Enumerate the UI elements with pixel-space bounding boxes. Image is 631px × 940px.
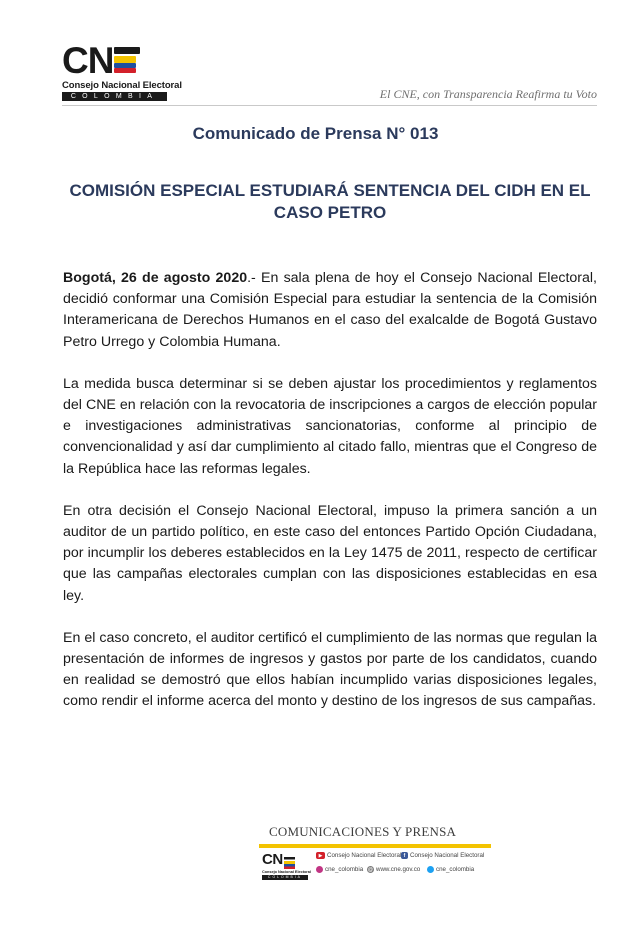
logo-letters: CN [62,40,114,81]
globe-icon: @ [368,866,373,873]
headline: COMISIÓN ESPECIAL ESTUDIARÁ SENTENCIA DEL CIDH EN EL CASO PETRO [69,181,591,222]
instagram-link[interactable] [316,866,363,873]
logo-country: COLOMBIA [62,92,167,101]
footer-logo [262,851,311,881]
twitter-link[interactable] [427,866,474,873]
twitter-icon [427,866,434,873]
website-label: www.cne.gov.co [376,866,421,873]
instagram-label: cne_colombia [325,866,364,873]
paragraph-4: En el caso concreto, el auditor certificó el cumplimiento de las normas que regulan la presentación de informes de ingresos y gastos por parte de los candidatos, cuando en realidad se demostró que ellos habían incumplido varias disposiciones legales, como rendir el informe acerca del monto y destino de los ingresos de sus campañas. [63,629,597,710]
paragraph-1-text: .- En sala plena de hoy el Consejo Nacional Electoral, decidió conformar una Comisión Especial para estudiar la sentencia de la Comisión Interamericana de Derechos Humanos en el caso del exalcalde de Bogotá Gustavo Petro Urrego y Colombia Humana. [63,270,597,350]
header-divider [62,105,597,106]
facebook-label: Consejo Nacional Electoral [410,852,485,859]
colombia-flag-icon [114,47,140,75]
website-link[interactable] [367,866,420,873]
youtube-icon: ▶ [316,852,325,859]
logo-org-name: Consejo Nacional Electoral [62,80,182,91]
paragraph-2: La medida busca determinar si se deben ajustar los procedimientos y reglamentos del CNE en relación con la revocatoria de inscripciones a cargos de elección popular e investigaciones administrativas sancionatorias, conforme al principio de convencionalidad y así dar cumplimiento al citado fallo, mientras que el Congreso de la República hace las reformas legales. [63,375,597,477]
press-release-title: Comunicado de Prensa N° 013 [192,124,439,143]
instagram-icon [316,866,323,873]
footer [253,822,493,884]
facebook-icon: f [401,852,408,859]
dateline: Bogotá, 26 de agosto 2020 [63,270,248,286]
footer-yellow-bar [259,844,491,848]
logo-mark [62,40,140,81]
footer-logo-letters: CN [262,851,283,868]
youtube-link[interactable] [316,852,401,859]
twitter-label: cne_colombia [436,866,475,873]
footer-flag-icon [284,857,295,869]
paragraph-3: En otra decisión el Consejo Nacional Electoral, impuso la primera sanción a un auditor de un partido político, en este caso del entonces Partido Opción Ciudadana, por incumplir los deberes establecidos en la Ley 1475 de 2011, respecto de certificar que las campañas electorales cumplan con las disposiciones establecidas en esa ley. [63,502,597,604]
youtube-label: Consejo Nacional Electoral [327,852,402,859]
paragraph-1 [63,268,597,353]
facebook-link[interactable] [401,852,484,859]
footer-logo-country: COLOMBIA [262,875,308,880]
slogan: El CNE, con Transparencia Reafirma tu Voto [379,87,597,101]
cne-logo [62,40,182,100]
footer-title: COMUNICACIONES Y PRENSA [269,824,457,839]
footer-logo-org-name: Consejo Nacional Electoral [262,870,311,874]
article-body [63,268,597,734]
